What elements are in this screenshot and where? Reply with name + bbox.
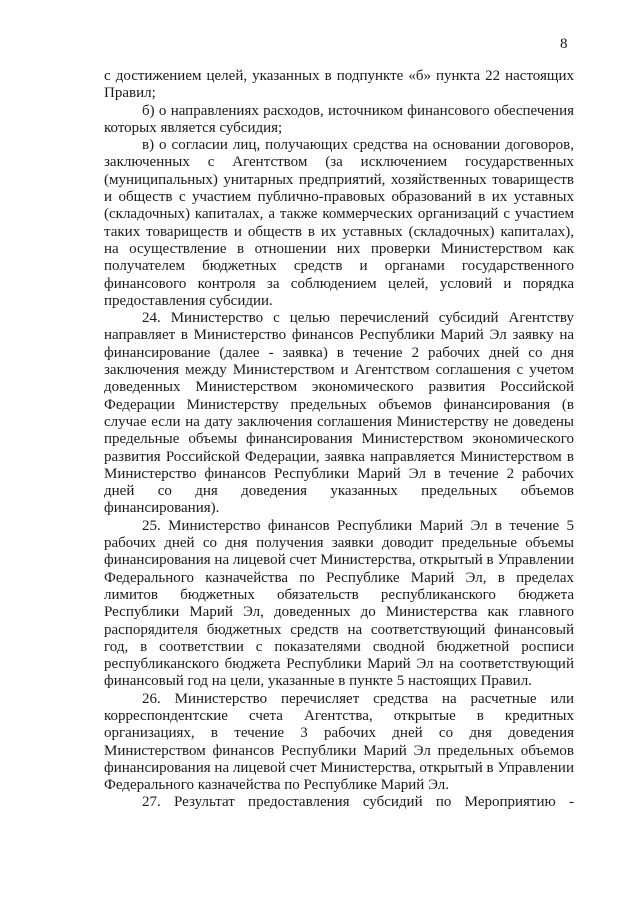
paragraph-27: 27. Результат предоставления субсидий по Мероприятию -	[142, 794, 574, 811]
document-body	[104, 68, 574, 812]
page-number: 8	[560, 36, 568, 52]
paragraph-24: 24. Министерство с целью перечислений субсидий Агентству направляет в Министерство финансов Республики Марий Эл заявку на финансирование (далее - заявка) в течение 2 рабочих дней со дня заключения между Министерством и Агентством соглашения с учетом доведенных Министерством экономического развития Российской Федерации Министерству предельных объемов финансирования (в случае если на дату заключения соглашения Министерству не доведены предельные объемы финансирования Министерством экономического развития Российской Федерации, заявка направляется Министерством в Министерство финансов Республики Марий Эл в течение 2 рабочих дней со дня доведения указанных предельных объемов финансирования).	[104, 310, 574, 517]
paragraph-25: 25. Министерство финансов Республики Марий Эл в течение 5 рабочих дней со дня получения заявки доводит предельные объемы финансирования на лицевой счет Министерства, открытый в Управлении Федерального казначейства по Республике Марий Эл, в пределах лимитов бюджетных обязательств республиканского бюджета Республики Марий Эл, доведенных до Министерства как главного распорядителя бюджетных средств на соответствующий финансовый год, в соответствии с показателями сводной бюджетной росписи республиканского бюджета Республики Марий Эл на соответствующий финансовый год на цели, указанные в пункте 5 настоящих Правил.	[104, 517, 574, 690]
paragraph-v: в) о согласии лиц, получающих средства на основании договоров, заключенных с Агентством (за исключением государственных (муниципальных) унитарных предприятий, хозяйственных товариществ и обществ с участием публично-правовых образований в их уставных (складочных) капиталах, а также коммерческих организаций с участием таких товариществ и обществ в их уставных (складочных) капиталах), на осуществление в отношении них проверки Министерством как получателем бюджетных средств и органами государственного финансового контроля за соблюдением целей, условий и порядка предоставления субсидии.	[104, 137, 574, 309]
paragraph-26: 26. Министерство перечисляет средства на расчетные или корреспондентские счета Агентства, открытые в кредитных организациях, в течение 3 рабочих дней со дня доведения Министерством финансов Республики Марий Эл предельных объемов финансирования на лицевой счет Министерства, открытый в Управлении Федерального казначейства по Республике Марий Эл.	[104, 690, 574, 794]
paragraph-b: б) о направлениях расходов, источником финансового обеспечения которых является субсидия;	[104, 102, 574, 136]
paragraph-continuation: с достижением целей, указанных в подпункте «б» пункта 22 настоящих Правил;	[104, 68, 574, 102]
